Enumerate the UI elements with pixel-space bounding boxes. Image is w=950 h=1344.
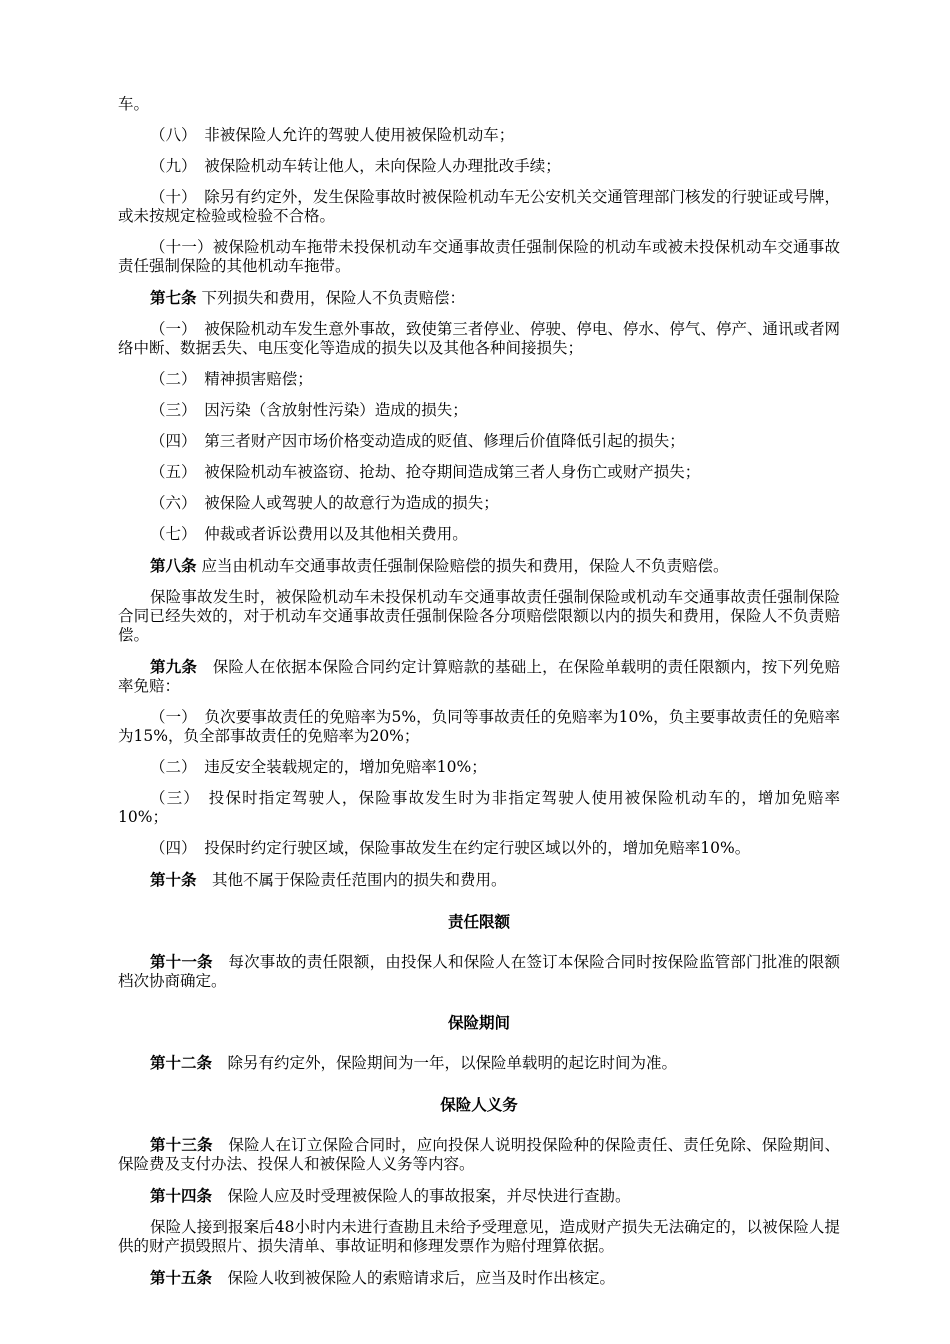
article-label: 第十五条 <box>150 1268 213 1287</box>
paragraph-text: （一） 负次要事故责任的免赔率为5%，负同等事故责任的免赔率为10%，负主要事故责任的免赔率为15%，负全部事故责任的免赔率为20%； <box>118 708 840 745</box>
paragraph-text: （八） 非被保险人允许的驾驶人使用被保险机动车； <box>150 126 515 144</box>
paragraph-text: （三） 投保时指定驾驶人，保险事故发生时为非指定驾驶人使用被保险机动车的，增加免赔率10%； <box>118 789 840 826</box>
article-paragraph <box>118 952 840 991</box>
clause-paragraph <box>118 188 840 226</box>
clause-paragraph <box>118 157 840 176</box>
paragraph-text: 保险人收到被保险人的索赔请求后，应当及时作出核定。 <box>212 1269 616 1287</box>
section-heading: 保险期间 <box>447 1013 510 1032</box>
clause-paragraph <box>118 1218 840 1256</box>
clause-paragraph <box>118 463 840 482</box>
article-label: 第十条 <box>150 870 197 889</box>
article-paragraph <box>118 556 840 576</box>
clause-paragraph <box>118 789 840 827</box>
paragraph-text: 每次事故的责任限额，由投保人和保险人在签订本保险合同时按保险监管部门批准的限额档次协商确定。 <box>118 953 840 990</box>
article-label: 第十二条 <box>150 1053 213 1072</box>
paragraph-text: （二） 违反安全装载规定的，增加免赔率10%； <box>150 758 487 776</box>
article-paragraph <box>118 1053 840 1073</box>
article-label: 第八条 <box>150 556 197 575</box>
clause-paragraph <box>118 432 840 451</box>
article-label: 第十四条 <box>150 1186 213 1205</box>
article-paragraph <box>118 288 840 308</box>
section-heading: 保险人义务 <box>440 1095 518 1114</box>
paragraph-text: 应当由机动车交通事故责任强制保险赔偿的损失和费用，保险人不负责赔偿。 <box>196 557 729 575</box>
paragraph-text: 保险人接到报案后48小时内未进行查勘且未给予受理意见，造成财产损失无法确定的，以被保险人提供的财产损毁照片、损失清单、事故证明和修理发票作为赔付理算依据。 <box>118 1218 840 1255</box>
paragraph-text: 车。 <box>118 95 150 113</box>
paragraph-text: （三） 因污染（含放射性污染）造成的损失； <box>150 401 468 419</box>
article-label: 第十一条 <box>150 952 213 971</box>
clause-paragraph <box>118 588 840 645</box>
clause-paragraph <box>118 126 840 145</box>
paragraph-text: （一） 被保险机动车发生意外事故，致使第三者停业、停驶、停电、停水、停气、停产、通讯或者网络中断、数据丢失、电压变化等造成的损失以及其他各种间接损失； <box>118 320 840 357</box>
paragraph-text: 其他不属于保险责任范围内的损失和费用。 <box>196 871 507 889</box>
paragraph-text: 除另有约定外，保险期间为一年，以保险单载明的起讫时间为准。 <box>212 1054 678 1072</box>
section-heading: 责任限额 <box>447 912 510 931</box>
clause-paragraph <box>118 839 840 858</box>
article-paragraph <box>118 657 840 696</box>
paragraph-text: （六） 被保险人或驾驶人的故意行为造成的损失； <box>150 494 499 512</box>
clause-paragraph <box>118 494 840 513</box>
paragraph-text: （七） 仲裁或者诉讼费用以及其他相关费用。 <box>150 525 468 543</box>
article-paragraph <box>118 1268 840 1288</box>
paragraph-text: 保险人在依据本保险合同约定计算赔款的基础上，在保险单载明的责任限额内，按下列免赔率免赔： <box>118 658 840 695</box>
clause-paragraph <box>118 401 840 420</box>
article-paragraph <box>118 1186 840 1206</box>
clause-paragraph <box>118 320 840 358</box>
paragraph-text: （二） 精神损害赔偿； <box>150 370 313 388</box>
article-label: 第十三条 <box>150 1135 213 1154</box>
paragraph-text: 下列损失和费用，保险人不负责赔偿： <box>196 289 465 307</box>
paragraph-text: 保险人在订立保险合同时，应向投保人说明投保险种的保险责任、责任免除、保险期间、保险费及支付办法、投保人和被保险人义务等内容。 <box>118 1136 840 1173</box>
paragraph-text: （九） 被保险机动车转让他人，未向保险人办理批改手续； <box>150 157 561 175</box>
paragraph-text: （五） 被保险机动车被盗窃、抢劫、抢夺期间造成第三者人身伤亡或财产损失； <box>150 463 701 481</box>
article-paragraph <box>118 870 840 890</box>
clause-paragraph <box>118 370 840 389</box>
paragraph-text: （四） 投保时约定行驶区域，保险事故发生在约定行驶区域以外的，增加免赔率10%。 <box>150 839 751 857</box>
clause-paragraph <box>118 95 840 114</box>
clause-paragraph <box>118 238 840 276</box>
paragraph-text: （十一）被保险机动车拖带未投保机动车交通事故责任强制保险的机动车或被未投保机动车交通事故责任强制保险的其他机动车拖带。 <box>118 238 840 275</box>
article-label: 第九条 <box>150 657 198 676</box>
clause-paragraph <box>118 708 840 746</box>
paragraph-text: （十） 除另有约定外，发生保险事故时被保险机动车无公安机关交通管理部门核发的行驶证或号牌，或未按规定检验或检验不合格。 <box>118 188 840 225</box>
article-paragraph <box>118 1135 840 1174</box>
clause-paragraph <box>118 758 840 777</box>
document-page <box>118 95 840 1288</box>
paragraph-text: 保险事故发生时，被保险机动车未投保机动车交通事故责任强制保险或机动车交通事故责任强制保险合同已经失效的，对于机动车交通事故责任强制保险各分项赔偿限额以内的损失和费用，保险人不负责赔偿。 <box>118 588 840 644</box>
paragraph-text: 保险人应及时受理被保险人的事故报案，并尽快进行查勘。 <box>212 1187 631 1205</box>
article-label: 第七条 <box>150 288 197 307</box>
clause-paragraph <box>118 525 840 544</box>
paragraph-text: （四） 第三者财产因市场价格变动造成的贬值、修理后价值降低引起的损失； <box>150 432 685 450</box>
